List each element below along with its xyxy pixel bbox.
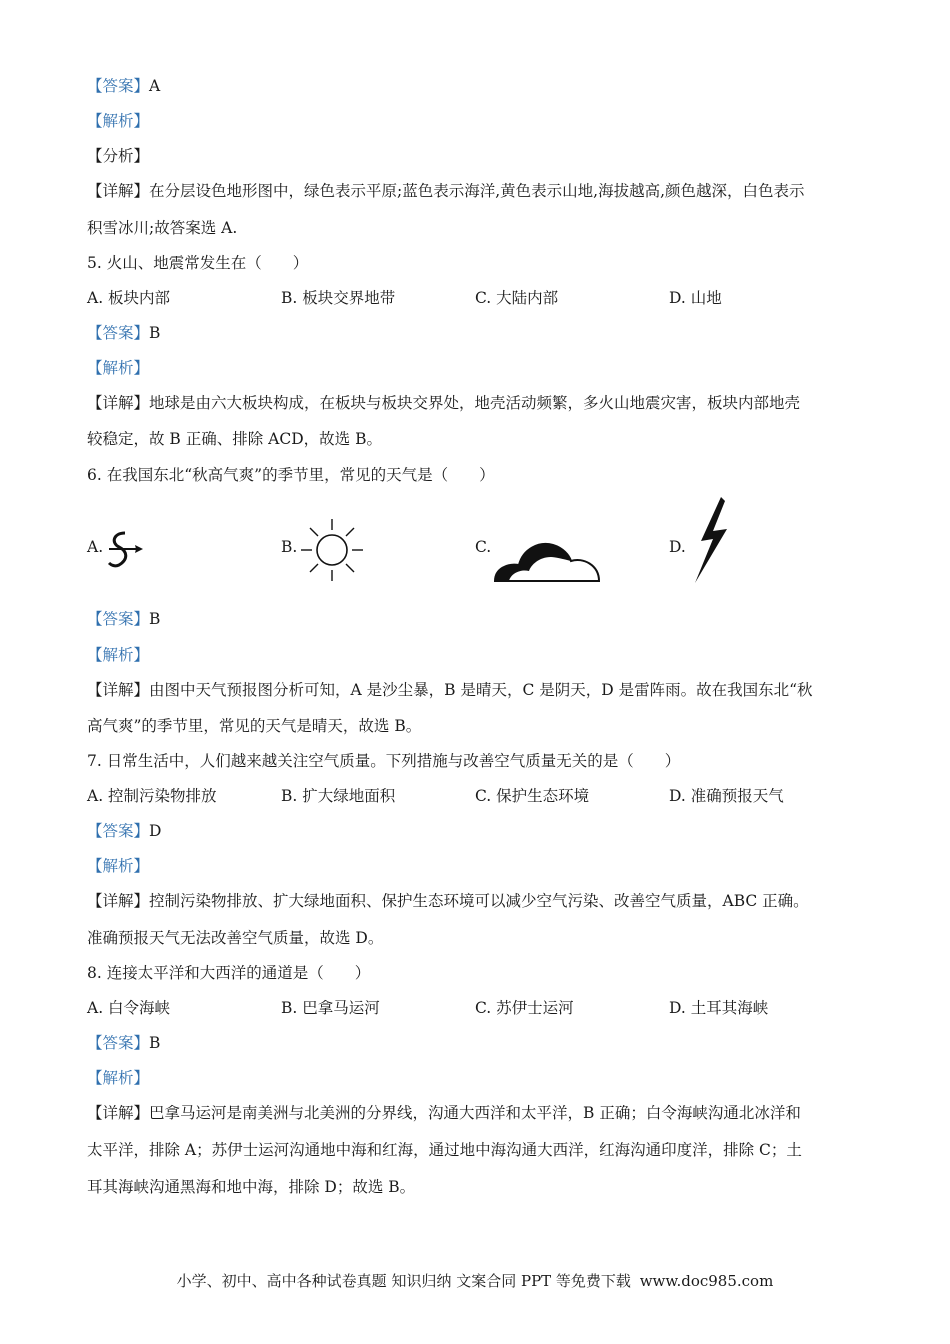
q8-detail-text-3: 耳其海峡沟通黑海和地中海，排除 D；故选 B。 [87,1178,416,1196]
q8-detail-text-2: 太平洋，排除 A；苏伊士运河沟通地中海和红海，通过地中海沟通大西洋，红海沟通印度洋，排除 C；土 [87,1141,802,1159]
q5-question: 5. 火山、地震常发生在（ ） [87,254,309,272]
q8-option-a: A. 白令海峡 [87,999,171,1017]
answer-tag: 【答案】 [87,77,150,95]
fenxi-tag: 【分析】 [87,147,150,165]
analysis-tag: 【解析】 [87,1069,150,1087]
q5-answer-line [87,323,867,343]
q6-option-d-label: D. [669,538,686,556]
answer-tag: 【答案】 [87,822,150,840]
q6-option-b-label: B. [281,538,298,556]
q5-detail-text-1: 地球是由六大板块构成，在板块与板块交界处，地壳活动频繁，多火山地震灾害，板块内部地壳 [149,394,801,412]
q4-detail-text-2: 积雪冰川;故答案选 A. [87,219,238,237]
q4-analysis-line [87,111,867,131]
detail-tag: 【详解】 [87,1104,150,1122]
q6-option-c-label: C. [475,538,492,556]
q5-detail-line-1 [87,393,867,413]
page-footer [0,1270,950,1291]
q8-detail-line-2 [87,1140,867,1160]
q7-option-c: C. 保护生态环境 [475,787,590,805]
q4-answer-line [87,76,867,96]
detail-tag: 【详解】 [87,892,150,910]
q6-analysis-line [87,645,867,665]
detail-tag: 【详解】 [87,681,150,699]
q5-option-b: B. 板块交界地带 [281,289,396,307]
overcast-icon [493,535,603,585]
q8-detail-line-3 [87,1177,867,1197]
q8-detail-line-1 [87,1103,867,1123]
q7-detail-line-2 [87,928,867,948]
q7-answer-line [87,821,867,841]
q5-option-c: C. 大陆内部 [475,289,559,307]
q8-option-c: C. 苏伊士运河 [475,999,574,1017]
q4-detail-text-1: 在分层设色地形图中，绿色表示平原;蓝色表示海洋,黄色表示山地,海拔越高,颜色越深，白色表示 [149,182,805,200]
q7-option-b: B. 扩大绿地面积 [281,787,396,805]
q7-answer: D [149,822,162,840]
answer-tag: 【答案】 [87,610,150,628]
q7-option-a: A. 控制污染物排放 [87,787,217,805]
q8-answer-line [87,1033,867,1053]
q6-detail-line-2 [87,716,867,736]
q6-detail-line-1 [87,680,867,700]
footer-url[interactable]: www.doc985.com [639,1272,774,1290]
footer-text: 小学、初中、高中各种试卷真题 知识归纳 文案合同 PPT 等免费下载 [176,1272,631,1290]
q6-detail-text-2: 高气爽”的季节里，常见的天气是晴天，故选 B。 [87,717,422,735]
q7-option-d: D. 准确预报天气 [669,787,784,805]
detail-tag: 【详解】 [87,182,150,200]
q8-detail-text-1: 巴拿马运河是南美洲与北美洲的分界线，沟通大西洋和太平洋，B 正确；白令海峡沟通北冰洋和 [149,1104,801,1122]
sunny-icon [299,517,365,583]
answer-tag: 【答案】 [87,324,150,342]
answer-tag: 【答案】 [87,1034,150,1052]
q6-question: 6. 在我国东北“秋高气爽”的季节里，常见的天气是（ ） [87,466,495,484]
q6-option-a-label: A. [87,538,104,556]
analysis-tag: 【解析】 [87,857,150,875]
q6-answer: B [149,610,161,628]
q5-answer: B [149,324,161,342]
analysis-tag: 【解析】 [87,646,150,664]
q6-options [87,495,867,585]
q7-analysis-line [87,856,867,876]
q4-detail-line-1 [87,181,867,201]
q4-detail-line-2 [87,218,867,238]
q8-analysis-line [87,1068,867,1088]
q8-answer: B [149,1034,161,1052]
q7-question: 7. 日常生活中，人们越来越关注空气质量。下列措施与改善空气质量无关的是（ ） [87,752,681,770]
q4-fenxi-line [87,146,867,166]
q5-option-a: A. 板块内部 [87,289,171,307]
q5-analysis-line [87,358,867,378]
sandstorm-icon [105,527,147,571]
q7-detail-text-1: 控制污染物排放、扩大绿地面积、保护生态环境可以减少空气污染、改善空气质量，ABC 正确。 [149,892,809,910]
q6-answer-line [87,609,867,629]
thunderstorm-icon [687,495,731,585]
detail-tag: 【详解】 [87,394,150,412]
analysis-tag: 【解析】 [87,359,150,377]
q6-detail-text-1: 由图中天气预报图分析可知，A 是沙尘暴，B 是晴天，C 是阴天，D 是雷阵雨。故在我国东北“秋 [149,681,813,699]
q8-option-d: D. 土耳其海峡 [669,999,769,1017]
q7-detail-text-2: 准确预报天气无法改善空气质量，故选 D。 [87,929,384,947]
q5-detail-line-2 [87,429,867,449]
q7-detail-line-1 [87,891,867,911]
q5-option-d: D. 山地 [669,289,722,307]
analysis-tag: 【解析】 [87,112,150,130]
q8-question: 8. 连接太平洋和大西洋的通道是（ ） [87,964,371,982]
q5-detail-text-2: 较稳定，故 B 正确、排除 ACD，故选 B。 [87,430,382,448]
q8-option-b: B. 巴拿马运河 [281,999,380,1017]
q4-answer: A [149,77,161,95]
